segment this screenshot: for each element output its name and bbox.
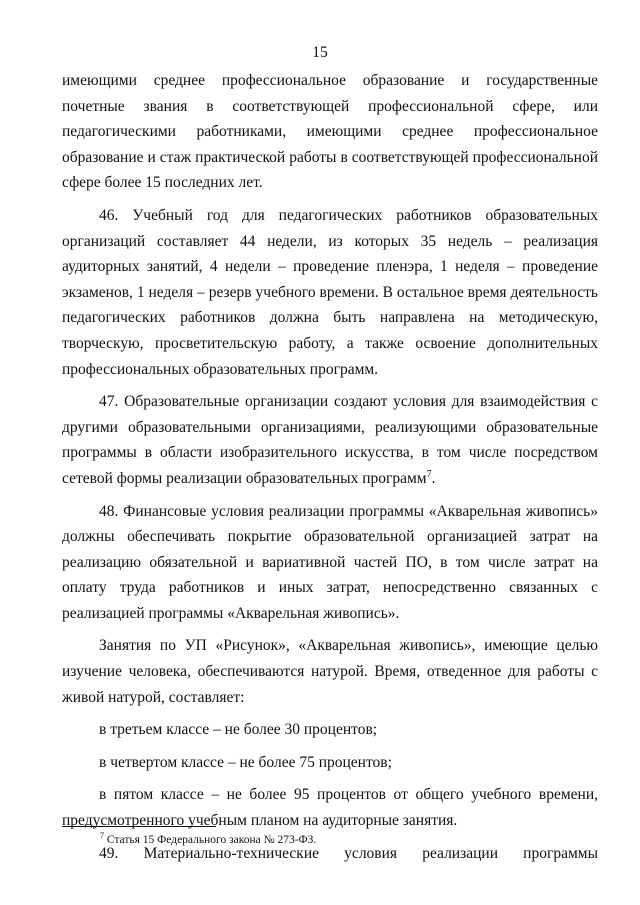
footnote-text: Статья 15 Федерального закона № 273-ФЗ. [104,834,317,846]
paragraph-fourth-class: в четвертом классе – не более 75 процентов; [99,753,392,771]
paragraph-third-class: в третьем классе – не более 30 процентов; [99,721,378,739]
footnote [100,833,316,847]
paragraph-46: 46. Учебный год для педагогических работников образовательных организаций составляет 44 недели, из которых 35 недель – реализация аудиторных занятий, 4 недели – проведение пленэра, 1 неделя – проведение экзаменов, 1 неделя – резерв учебного времени. В остальное время деятельность педагогических работников должна быть направлена на методическую, творческую, просветительскую работу, а также освоение дополнительных профессиональных образовательных программ. [62,206,598,378]
page-number: 15 [312,44,328,61]
paragraph-classes: Занятия по УП «Рисунок», «Акварельная живопись», имеющие целью изучение человека, обеспечиваются натурой. Время, отведенное для работы с живой натурой, составляет: [62,637,598,706]
footnote-marker: 7 [100,831,104,841]
paragraph-47-text: 47. Образовательные организации создают условия для взаимодействия с другими образовательными организациями, реализующими образовательные программы в области изобразительного искусства, в том числе посредством сетевой формы реализации образовательных программ [62,393,598,487]
paragraph-47-end: . [431,469,436,487]
paragraph-continuation: имеющими среднее профессиональное образование и государственные почетные звания в соответствующей профессиональной сфере, или педагогическими работниками, имеющими среднее профессиональное образование и стаж практической работы в соответствующей профессиональной сфере более 15 последних лет. [62,72,598,192]
footnote-reference: 7 [426,468,432,480]
paragraph-fifth-class: в пятом классе – не более 95 процентов от общего учебного времени, предусмотренного учебным планом на аудиторные занятия. [62,786,598,830]
document-body [62,68,598,866]
footnote-divider [62,826,216,827]
paragraph-48: 48. Финансовые условия реализации программы «Акварельная живопись» должны обеспечивать покрытие образовательной организацией затрат на реализацию обязательной и вариативной частей ПО, в том числе затрат на оплату труда работников и иных затрат, непосредственно связанных с реализацией программы «Акварельная живопись». [62,502,598,622]
paragraph-47 [62,389,598,491]
paragraph-49: 49. Материально-технические условия реализации программы [99,844,598,862]
